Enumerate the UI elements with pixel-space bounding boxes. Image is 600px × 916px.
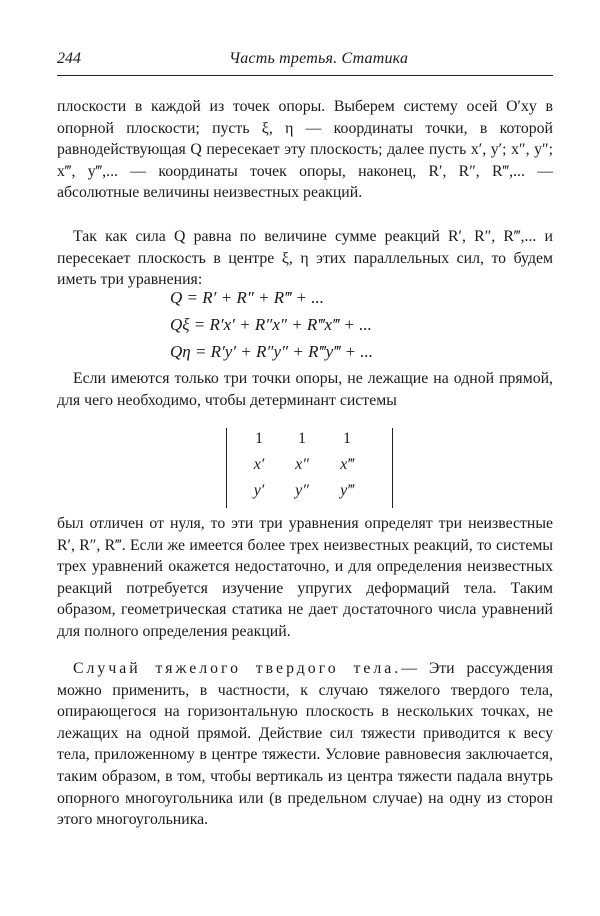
determinant-left-bar <box>226 428 227 508</box>
paragraph-1: плоскости в каждой из точек опоры. Выберем систему осей O′xy в опорной плоскости; пусть ξ, η — координаты точки, в которой равнодействующая Q пересекает эту плоскость; далее пусть x′, y′; x″, y″; x‴, y‴,... — координаты точек опоры, наконец, R′, R″, R‴,... — абсолютные величины неизвестных реакций. <box>57 98 553 202</box>
determinant-cell: 1 <box>255 430 263 447</box>
section-heading: Случай тяжелого твердого тела. <box>73 660 402 677</box>
paragraph-5-body: — Эти рассуждения можно применить, в частности, к случаю тяжелого твердого тела, опирающегося на горизонтальную плоскость в нескольких точках, не лежащих на одной прямой. Действие сил тяжести приводится к весу тела, приложенному в центре тяжести. Условие равновесия заключается, таким образом, в том, чтобы вертикаль из центра тяжести падала внутрь опорного многоугольника или (в предельном случае) на одну из сторон этого многоугольника. <box>57 660 553 829</box>
determinant-cell: y‴ <box>340 482 354 499</box>
equation-block <box>170 284 500 365</box>
paragraph-4: был отличен от нуля, то эти три уравнения определят три неизвестные R′, R″, R‴. Если же имеется более трех неизвестных реакций, то системы трех уравнений окажется недостаточно, и для определения неизвестных реакций потребуется изучение упругих деформаций тела. Таким образом, геометрическая статика не дает достаточного числа уравнений для полного определения реакций. <box>57 515 553 640</box>
header-rule <box>57 75 553 76</box>
determinant-cell: x‴ <box>340 456 354 473</box>
determinant-cell: 1 <box>343 430 351 447</box>
running-title: Часть третья. Статика <box>229 50 409 67</box>
page-number: 244 <box>57 50 81 67</box>
determinant-cell: y″ <box>295 482 309 499</box>
determinant-cell: x′ <box>253 456 265 473</box>
determinant-cell: 1 <box>298 430 306 447</box>
paragraph-2: Так как сила Q равна по величине сумме реакций R′, R″, R‴,... и пересекает плоскость в центре ξ, η этих параллельных сил, то будем иметь три уравнения: <box>57 228 553 289</box>
running-head <box>57 50 553 74</box>
paragraph-5 <box>57 658 553 831</box>
equation-1: Q = R′ + R″ + R‴ + ... <box>170 288 325 307</box>
determinant-cell: y′ <box>253 482 265 499</box>
determinant-cell: x″ <box>295 456 309 473</box>
equation-2: Qξ = R′x′ + R″x″ + R‴x‴ + ... <box>170 315 372 334</box>
equation-3: Qη = R′y′ + R″y″ + R‴y‴ + ... <box>170 342 374 361</box>
determinant-right-bar <box>392 428 393 508</box>
paragraph-3: Если имеются только три точки опоры, не лежащие на одной прямой, для чего необходимо, чтобы детерминант системы <box>57 370 553 409</box>
determinant <box>226 428 392 508</box>
